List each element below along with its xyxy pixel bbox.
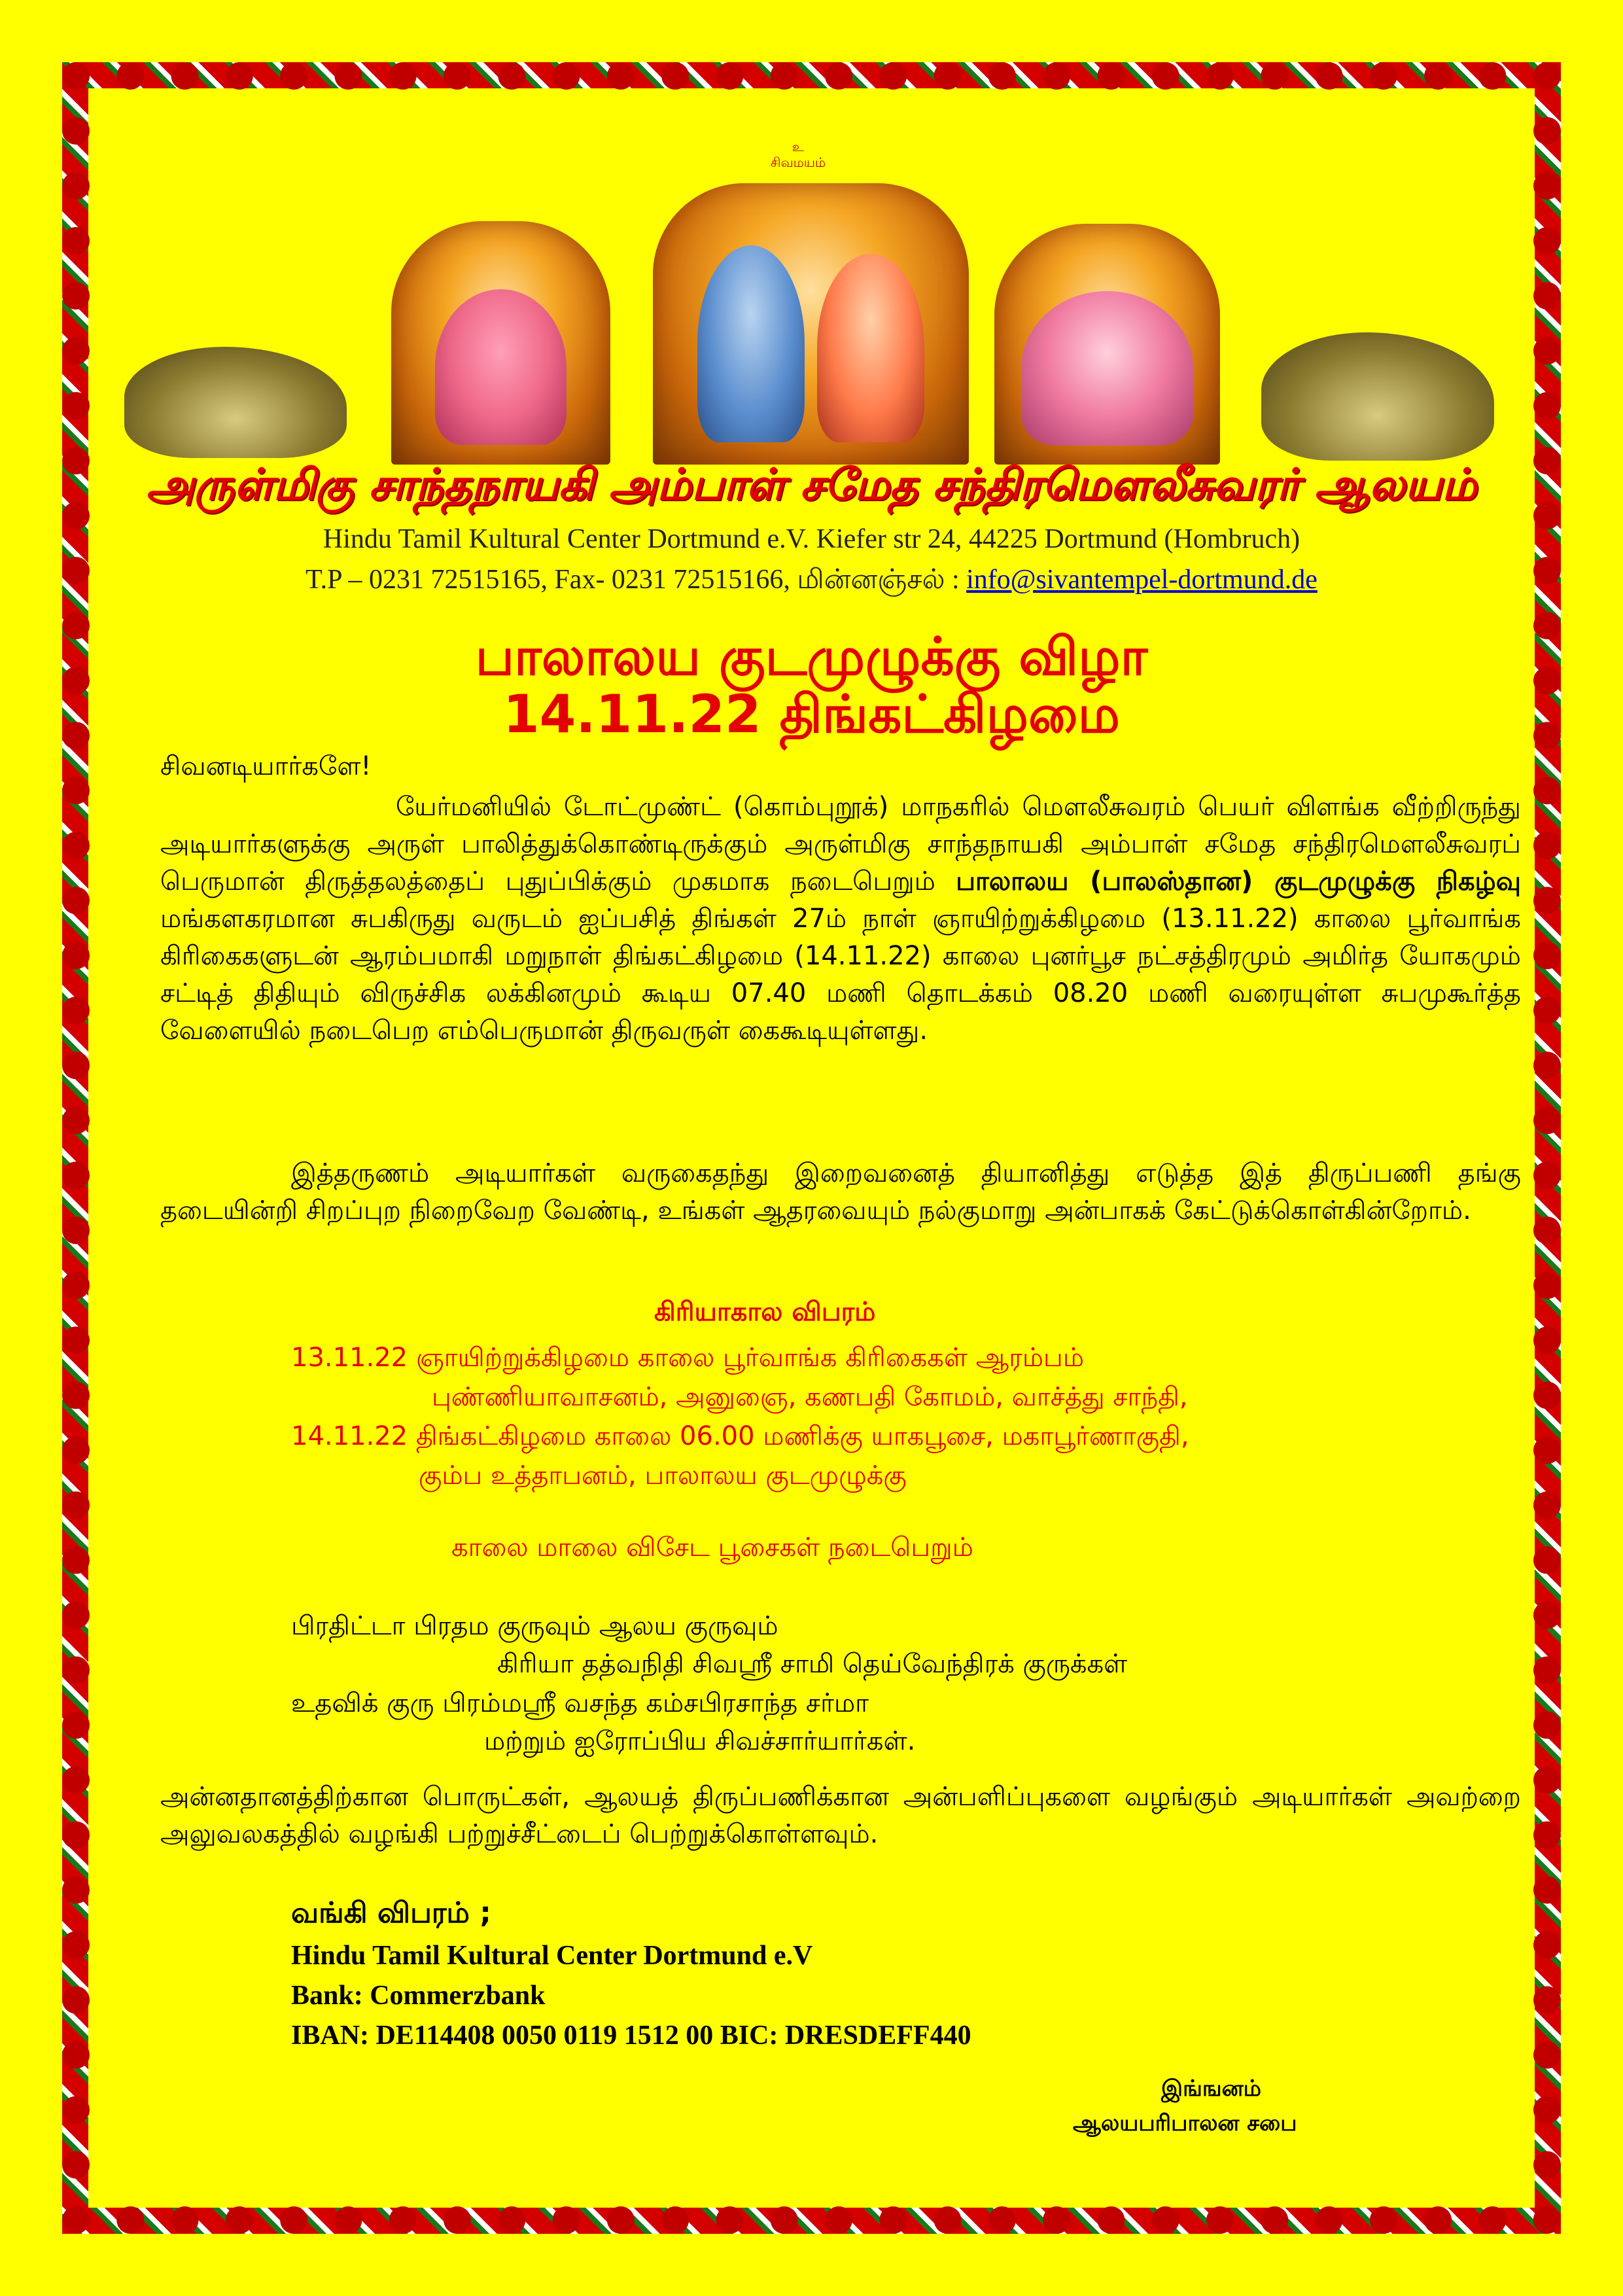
address-line: Hindu Tamil Kultural Center Dortmund e.V. Kiefer str 24, 44225 Dortmund (Hombruch)	[323, 524, 1300, 554]
priest-line-1: பிரதிட்டா பிரதம குருவும் ஆலய குருவும்	[291, 1611, 778, 1641]
kriya-line-3: 14.11.22 திங்கட்கிழமை காலை 06.00 மணிக்கு யாகபூசை, மகாபூர்ணாகுதி,	[291, 1421, 1189, 1451]
paragraph-request: இத்தருணம் அடியார்கள் வருகைதந்து இறைவனைத் தியானித்து எடுத்த இத் திருப்பணி தங்கு தடையின்றி சிறப்புற நிறைவேற வேண்டி, உங்கள் ஆதரவையும் நல்குமாறு அன்பாகக் கேட்டுக்கொள்கின்றோம்.	[160, 1158, 1521, 1226]
announcement-text-2: மங்களகரமான சுபகிருது வருடம் ஐப்பசித் திங்கள் 27ம் நாள் ஞாயிற்றுக்கிழமை (13.11.22) காலை பூர்வாங்க கிரிகைகளுடன் ஆரம்பமாகி மறுநாள் திங்கட்கிழமை (14.11.22) காலை புனர்பூச நட்சத்திரமும் அமிர்த யோகமும் சட்டித் திதியும் விருச்சிக லக்கினமும் கூடிய 07.40 மணி தொடக்கம் 08.20 மணி வரையுள்ள சுபமுகூர்த்த வேளையில் நடைபெற எம்பெருமான் திருவருள் கைகூடியுள்ளது.	[160, 904, 1521, 1046]
signoff-line-2: ஆலயபரிபாலன சபை	[1073, 2110, 1297, 2136]
paragraph-donations: அன்னதானத்திற்கான பொருட்கள், ஆலயத் திருப்பணிக்கான அன்பளிப்புகளை வழங்கும் அடியார்கள் அவற்றை அலுவலகத்தில் வழங்கி பற்றுச்சீட்டைப் பெற்றுக்கொள்ளவும்.	[160, 1782, 1521, 1849]
kriya-line-4: கும்ப உத்தாபனம், பாலாலய குடமுழுக்கு	[419, 1460, 907, 1491]
kriya-line-1: 13.11.22 ஞாயிற்றுக்கிழமை காலை பூர்வாங்க கிரிகைகள் ஆரம்பம்	[291, 1343, 1085, 1373]
event-date: 14.11.22 திங்கட்கிழமை	[502, 684, 1121, 745]
priest-line-2: கிரியா தத்வநிதி சிவஸ்ரீ சாமி தெய்வேந்திரக் குருக்கள்	[497, 1649, 1128, 1679]
bank-name: Bank: Commerzbank	[291, 1981, 546, 2011]
event-title: பாலாலய குடமுழுக்கு விழா	[475, 626, 1148, 687]
announcement-highlight: பாலாலய (பாலஸ்தான) குடமுழுக்கு நிகழ்வு	[956, 866, 1521, 896]
bank-heading: வங்கி விபரம் ;	[291, 1896, 491, 1930]
special-pujas-note: காலை மாலை விசேட பூசைகள் நடைபெறும்	[451, 1532, 973, 1563]
ganesha-image	[391, 221, 610, 465]
kriya-heading: கிரியாகால விபரம்	[654, 1297, 876, 1327]
om-sivamayam	[700, 139, 896, 170]
announcement-text-1: யேர்மனியில் டோட்முண்ட் (கொம்புறூக்) மாநகரில் மௌலீசுவரம் பெயர் விளங்க வீற்றிருந்து அடியார்களுக்கு அருள் பாலித்துக்கொண்டிருக்கும் அருள்மிகு சாந்தநாயகி அம்பாள் சமேத சந்திரமௌலீசுவரப் பெருமான் திருத்தலத்தைப் புதுப்பிக்கும் முகமாக நடைபெறும்	[160, 792, 1521, 896]
contact-line	[118, 564, 1505, 599]
om-symbol: உ	[792, 139, 805, 154]
priest-line-3: உதவிக் குரு பிரம்மஸ்ரீ வசந்த கம்சபிரசாந்த சர்மா	[291, 1688, 869, 1718]
temple-name: அருள்மிகு சாந்தநாயகி அம்பாள் சமேத சந்திரமௌலீசுவரர் ஆலயம்	[146, 459, 1477, 510]
bank-account-name: Hindu Tamil Kultural Center Dortmund e.V	[291, 1941, 813, 1971]
paragraph-announcement	[160, 788, 1521, 1050]
phone-fax-text: T.P – 0231 72515165, Fax- 0231 72515166, மின்னஞ்சல் :	[305, 565, 967, 595]
signoff-line-1: இங்ஙனம்	[1161, 2075, 1261, 2102]
priest-line-4: மற்றும் ஐரோப்பிய சிவச்சார்யார்கள்.	[484, 1726, 916, 1756]
bank-iban: IBAN: DE114408 0050 0119 1512 00 BIC: DRESDEFF440	[291, 2021, 971, 2051]
kriya-line-2: புண்ணியாவாசனம், அனுஞை, கணபதி கோமம், வாச்த்து சாந்தி,	[432, 1382, 1188, 1412]
sivamayam-text: சிவமயம்	[770, 154, 826, 170]
email-link[interactable]: info@sivantempel-dortmund.de	[966, 565, 1318, 595]
shiva-parvati-image	[653, 183, 969, 465]
salutation: சிவனடியார்களே!	[160, 751, 372, 781]
murugan-image	[994, 224, 1220, 465]
